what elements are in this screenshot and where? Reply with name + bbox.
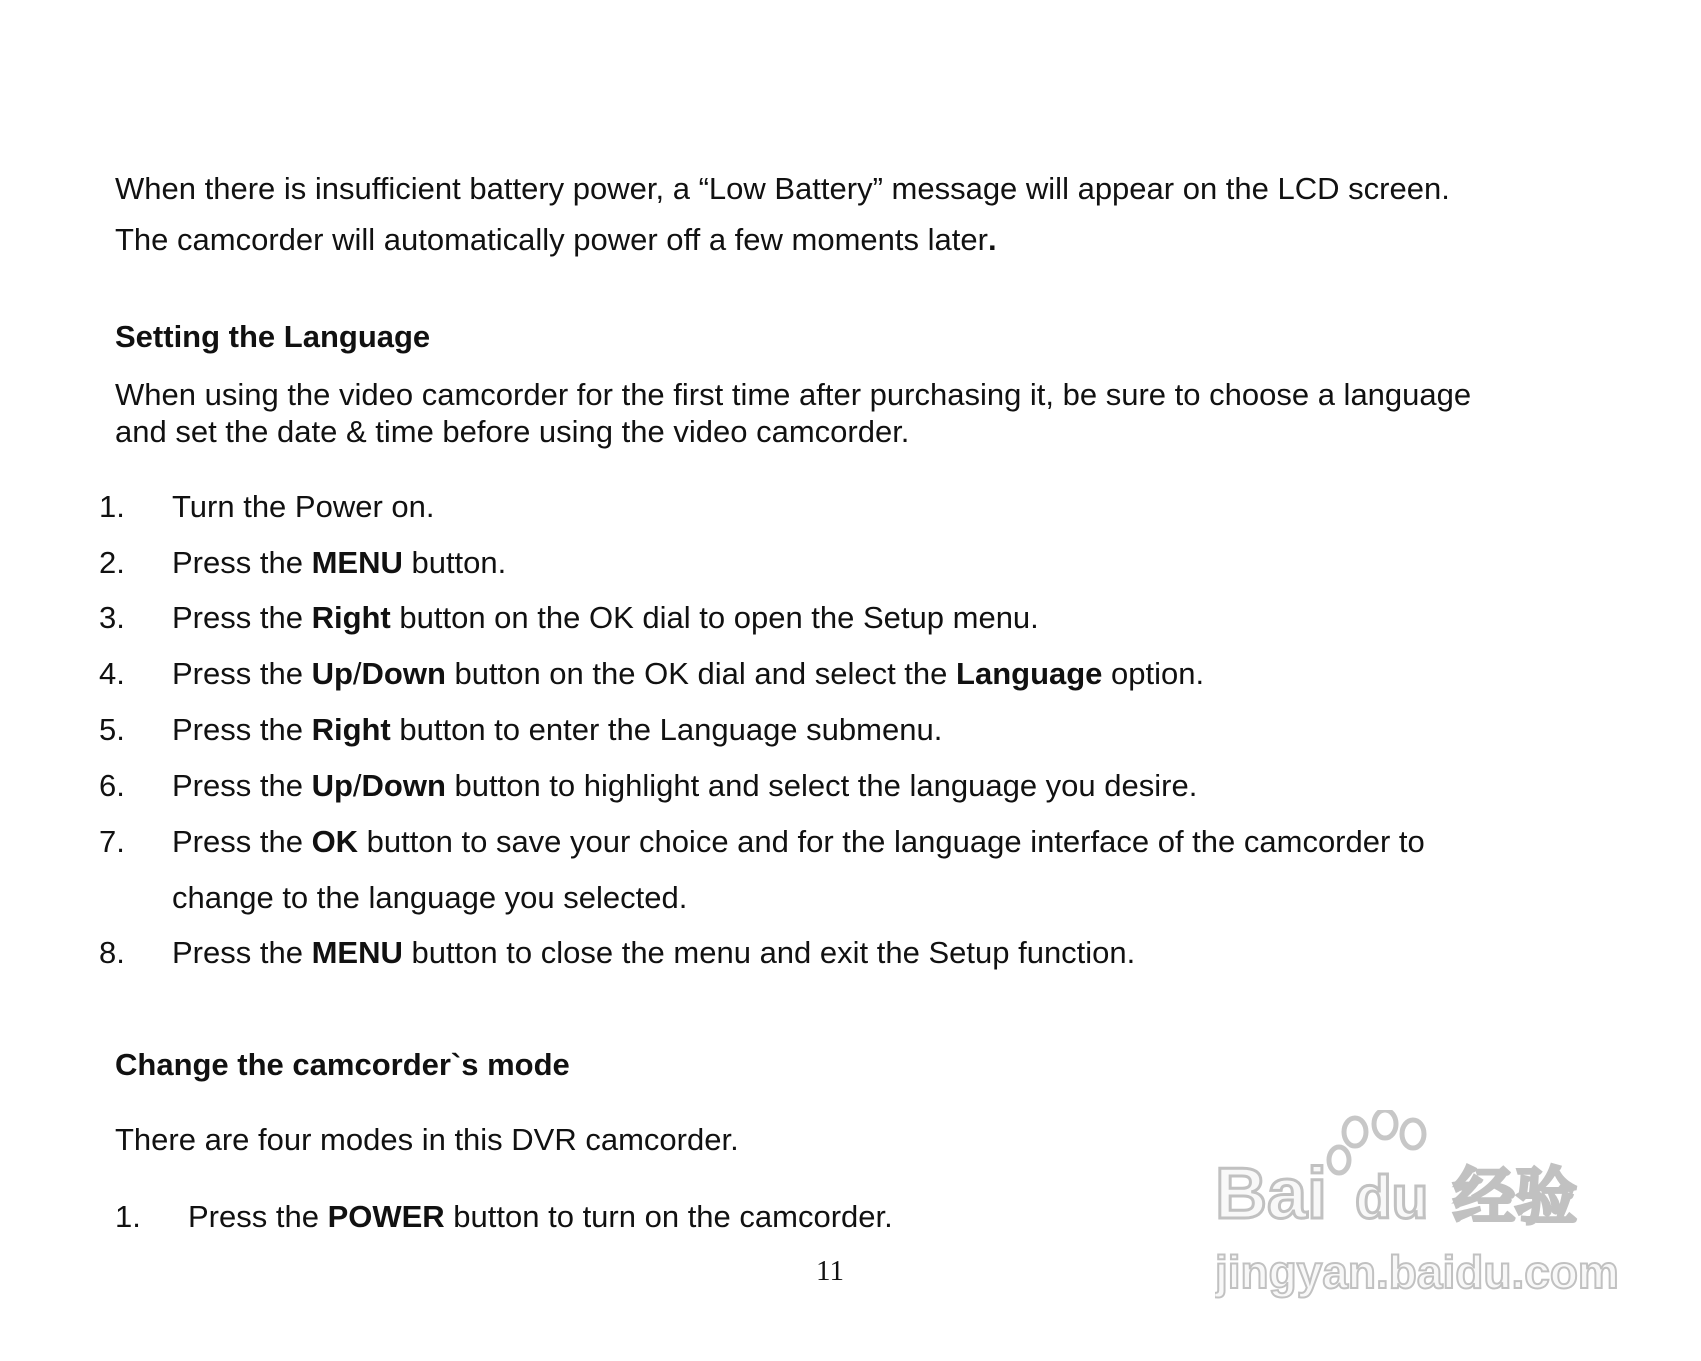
step-number: 1. [99, 489, 125, 524]
baidu-jingyan-watermark [1215, 1110, 1635, 1310]
watermark-brand-cn: 经验 [1453, 1160, 1578, 1233]
step-text: Turn the Power on. [172, 489, 435, 524]
watermark-brand-latin-b: du [1355, 1164, 1429, 1231]
up-key-label: Up [311, 656, 353, 691]
step-number: 7. [99, 824, 125, 859]
step-number: 2. [99, 545, 125, 580]
down-key-label: Down [361, 656, 446, 691]
battery-warning-text: The camcorder will automatically power off a few moments later [115, 222, 988, 257]
ok-key-label: OK [311, 824, 359, 859]
step-text: Press the MENU button. [172, 545, 507, 580]
watermark-url: jingyan.baidu.com [1215, 1246, 1619, 1298]
step-text-continuation: change to the language you selected. [172, 880, 688, 915]
language-option-label: Language [956, 656, 1103, 691]
step-number: 1. [115, 1199, 141, 1234]
step-text: Press the Right button to enter the Language submenu. [172, 712, 943, 747]
step-number: 6. [99, 768, 125, 803]
step-number: 8. [99, 935, 125, 970]
page-number: 11 [816, 1255, 844, 1287]
step-number: 4. [99, 656, 125, 691]
up-key-label: Up [311, 768, 353, 803]
step-text: Press the POWER button to turn on the camcorder. [188, 1199, 893, 1234]
down-key-label: Down [361, 768, 446, 803]
section-heading-language: Setting the Language [115, 319, 431, 354]
right-key-label: Right [311, 712, 391, 747]
menu-key-label: MENU [311, 545, 403, 580]
language-intro-line-2: and set the date & time before using the video camcorder. [115, 414, 910, 449]
mode-intro-text: There are four modes in this DVR camcorder. [115, 1122, 739, 1157]
step-number: 3. [99, 600, 125, 635]
step-text: Press the OK button to save your choice and for the language interface of the camcorder to [172, 824, 1425, 859]
power-key-label: POWER [327, 1199, 445, 1234]
step-number: 5. [99, 712, 125, 747]
step-text: Press the Right button on the OK dial to open the Setup menu. [172, 600, 1039, 635]
section-heading-mode: Change the camcorder`s mode [115, 1047, 570, 1082]
battery-warning-line-1: When there is insufficient battery power, a “Low Battery” message will appear on the LCD screen. [115, 171, 1450, 206]
language-intro-line-1: When using the video camcorder for the first time after purchasing it, be sure to choose a language [115, 377, 1472, 412]
watermark-brand-latin-a: Bai [1215, 1154, 1328, 1234]
right-key-label: Right [311, 600, 391, 635]
menu-key-label: MENU [311, 935, 403, 970]
battery-warning-period: . [987, 222, 997, 257]
step-text: Press the Up/Down button on the OK dial and select the Language option. [172, 656, 1205, 691]
step-text: Press the MENU button to close the menu and exit the Setup function. [172, 935, 1136, 970]
battery-warning-line-2 [115, 221, 997, 258]
step-text: Press the Up/Down button to highlight and select the language you desire. [172, 768, 1198, 803]
